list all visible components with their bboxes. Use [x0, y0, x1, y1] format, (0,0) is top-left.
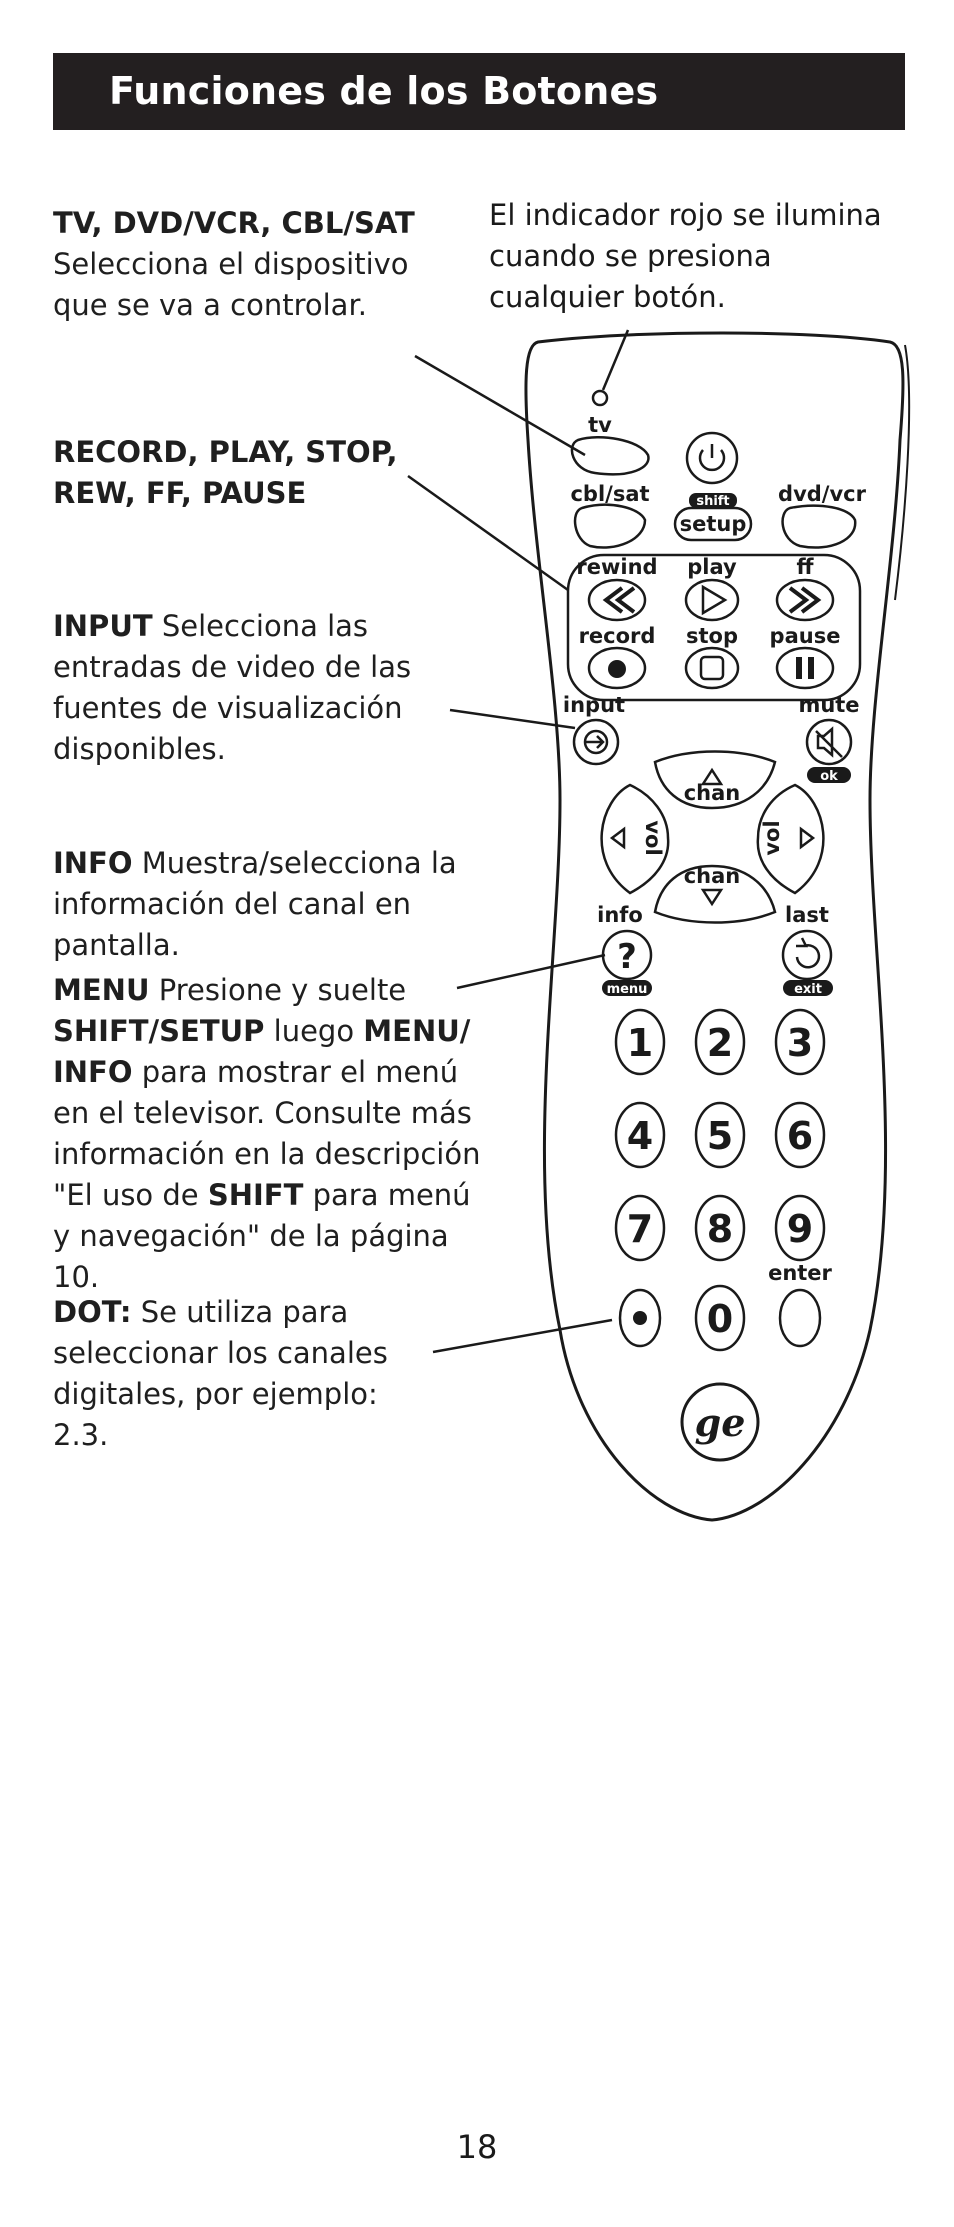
shift-label: shift [696, 494, 730, 509]
record-icon [608, 660, 626, 678]
ff-icon [790, 588, 818, 612]
record-label: record [578, 624, 656, 648]
indicator-description: El indicador rojo se ilumina cuando se presiona cualquier botón. [489, 198, 882, 314]
ge-logo-text: ge [694, 1400, 746, 1445]
leader-line-transport [408, 476, 568, 590]
digit-label-8: 8 [706, 1207, 734, 1251]
cbl-sat-label: cbl/sat [570, 482, 650, 506]
device-heading: TV, DVD/VCR, CBL/SAT [53, 206, 415, 240]
transport-heading: RECORD, PLAY, STOP, REW, FF, PAUSE [53, 435, 398, 510]
menu-label: menu [606, 982, 648, 997]
ok-label: ok [820, 769, 838, 784]
rewind-label: rewind [576, 555, 658, 579]
play-button[interactable] [686, 580, 738, 620]
input-text: Selecciona las entradas de video de las fuentes de visualización disponibles. [53, 609, 412, 766]
setup-label: setup [679, 512, 747, 536]
enter-button[interactable] [780, 1290, 820, 1346]
mute-button[interactable] [807, 720, 851, 764]
menu-text-4: para menú y navegación" de la página 10. [53, 1178, 471, 1294]
digit-label-1: 1 [626, 1021, 654, 1065]
leader-line-menu [457, 955, 605, 988]
digit-label-2: 2 [706, 1021, 734, 1065]
digit-label-5: 5 [706, 1114, 734, 1158]
exit-label: exit [794, 982, 822, 997]
enter-label: enter [768, 1261, 832, 1285]
menu-bold-shift: SHIFT [207, 1178, 304, 1212]
dot-icon [633, 1311, 647, 1325]
digit-label-6: 6 [786, 1114, 814, 1158]
info-text: Muestra/selecciona la información del canal en pantalla. [53, 846, 457, 962]
menu-text-3: para mostrar el menú en el televisor. Consulte más información en la descripción "El uso de [53, 1055, 481, 1212]
play-label: play [687, 555, 737, 579]
chan-down-icon [703, 890, 721, 904]
dot-heading: DOT: [53, 1295, 132, 1329]
vol-down-icon [612, 829, 624, 847]
stop-button[interactable] [686, 648, 738, 688]
menu-heading: MENU [53, 973, 150, 1007]
tv-label: tv [588, 413, 612, 437]
ff-label: ff [796, 555, 814, 579]
last-button[interactable] [783, 931, 831, 979]
chan-down-label: chan [683, 864, 741, 888]
device-text: Selecciona el dispositivo que se va a controlar. [53, 247, 409, 322]
last-label: last [785, 903, 829, 927]
pause-icon-bar-right [808, 657, 814, 679]
tv-button[interactable] [572, 437, 649, 474]
digit-label-3: 3 [786, 1021, 814, 1065]
last-icon [797, 945, 819, 967]
input-icon-arrow [586, 736, 603, 748]
leader-line-indicator [603, 330, 628, 390]
vol-up-label: vol [760, 820, 784, 856]
menu-text-1: Presione y suelte [149, 973, 407, 1007]
dvd-vcr-button[interactable] [783, 506, 856, 548]
input-label: input [562, 693, 626, 717]
pause-label: pause [769, 624, 841, 648]
vol-down-label: vol [641, 820, 665, 856]
rewind-icon [606, 588, 634, 612]
page-number: 18 [456, 2128, 498, 2166]
pause-icon-bar-left [796, 657, 802, 679]
cbl-sat-button[interactable] [575, 505, 645, 548]
info-heading: INFO [53, 846, 133, 880]
mute-icon [818, 729, 832, 755]
question-icon: ? [617, 937, 637, 977]
led-indicator [593, 391, 607, 405]
pause-button[interactable] [777, 648, 833, 688]
leader-line-device [415, 356, 585, 455]
play-icon [703, 587, 725, 613]
digit-label-4: 4 [626, 1114, 654, 1158]
leader-line-dot [433, 1320, 612, 1352]
dvd-vcr-label: dvd/vcr [778, 482, 866, 506]
dot-text: Se utiliza para seleccionar los canales digitales, por ejemplo: 2.3. [53, 1295, 388, 1452]
menu-bold-shift-setup: SHIFT/SETUP [53, 1014, 265, 1048]
stop-icon [701, 657, 723, 679]
input-heading: INPUT [53, 609, 153, 643]
menu-bold-menu-info: MENU/ INFO [53, 1014, 471, 1089]
menu-text-2: luego [264, 1014, 364, 1048]
digit-label-7: 7 [626, 1207, 654, 1251]
mute-label: mute [798, 693, 860, 717]
vol-up-icon [801, 829, 813, 847]
stop-label: stop [686, 624, 738, 648]
last-icon-arrow [796, 938, 806, 946]
digit-label-9: 9 [786, 1207, 814, 1251]
chan-up-label: chan [683, 781, 741, 805]
info-label: info [597, 903, 643, 927]
page-title: Funciones de los Botones [109, 69, 659, 113]
digit-label-0: 0 [706, 1297, 734, 1341]
